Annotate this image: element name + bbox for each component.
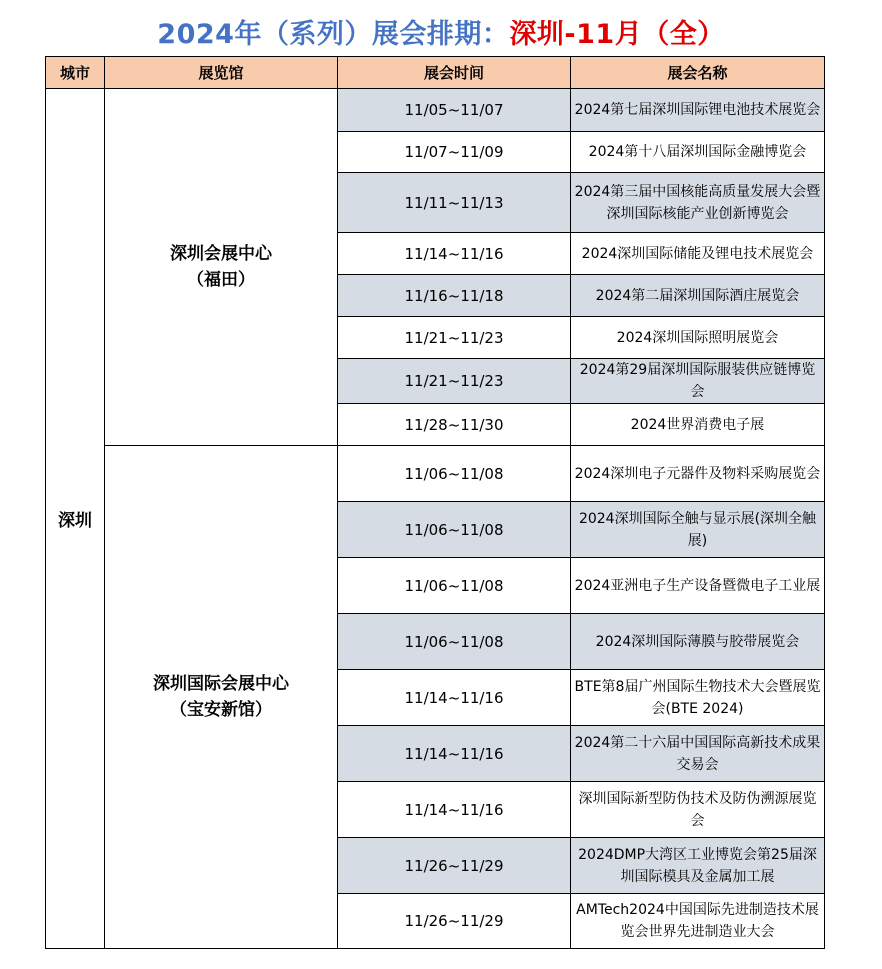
- event-date: 11/06~11/08: [338, 502, 571, 558]
- event-date: 11/06~11/08: [338, 446, 571, 502]
- venue-district: （宝安新馆）: [170, 700, 272, 720]
- table-row: [46, 446, 825, 502]
- event-name: 深圳国际新型防伪技术及防伪溯源展览会: [571, 782, 825, 838]
- event-date: 11/21~11/23: [338, 317, 571, 359]
- page-title: [0, 12, 882, 51]
- event-date: 11/11~11/13: [338, 173, 571, 233]
- event-name: 2024深圳国际照明展览会: [571, 317, 825, 359]
- venue-district: （福田）: [187, 270, 255, 290]
- venue-name: 深圳会展中心: [170, 244, 272, 264]
- event-name: 2024深圳国际薄膜与胶带展览会: [571, 614, 825, 670]
- event-date: 11/28~11/30: [338, 404, 571, 446]
- venue-cell-futian: [105, 89, 338, 446]
- event-date: 11/14~11/16: [338, 233, 571, 275]
- event-name: 2024第二十六届中国国际高新技术成果交易会: [571, 726, 825, 782]
- event-date: 11/14~11/16: [338, 726, 571, 782]
- event-date: 11/14~11/16: [338, 782, 571, 838]
- city-cell: 深圳: [46, 89, 105, 949]
- header-event-name: 展会名称: [571, 57, 825, 89]
- title-prefix: 2024年（系列）展会排期：: [157, 19, 510, 50]
- venue-name: 深圳国际会展中心: [153, 674, 289, 694]
- event-name: AMTech2024中国国际先进制造技术展览会世界先进制造业大会: [571, 894, 825, 949]
- event-name: 2024亚洲电子生产设备暨微电子工业展: [571, 558, 825, 614]
- event-date: 11/14~11/16: [338, 670, 571, 726]
- event-date: 11/06~11/08: [338, 558, 571, 614]
- header-row: [46, 57, 825, 89]
- header-city: 城市: [46, 57, 105, 89]
- event-name: 2024深圳国际储能及锂电技术展览会: [571, 233, 825, 275]
- event-date: 11/21~11/23: [338, 359, 571, 404]
- title-highlight: 深圳-11月（全）: [509, 19, 725, 50]
- event-name: 2024第十八届深圳国际金融博览会: [571, 132, 825, 173]
- schedule-table: [45, 56, 825, 949]
- header-date: 展会时间: [338, 57, 571, 89]
- event-name: BTE第8届广州国际生物技术大会暨展览会(BTE 2024): [571, 670, 825, 726]
- event-date: 11/05~11/07: [338, 89, 571, 132]
- event-date: 11/16~11/18: [338, 275, 571, 317]
- event-name: 2024第七届深圳国际锂电池技术展览会: [571, 89, 825, 132]
- header-venue: 展览馆: [105, 57, 338, 89]
- event-name: 2024深圳国际全触与显示展(深圳全触展): [571, 502, 825, 558]
- event-name: 2024第三届中国核能高质量发展大会暨深圳国际核能产业创新博览会: [571, 173, 825, 233]
- event-name: 2024世界消费电子展: [571, 404, 825, 446]
- event-name: 2024深圳电子元器件及物料采购展览会: [571, 446, 825, 502]
- event-name: 2024第二届深圳国际酒庄展览会: [571, 275, 825, 317]
- event-date: 11/07~11/09: [338, 132, 571, 173]
- event-name: 2024第29届深圳国际服装供应链博览会: [571, 359, 825, 404]
- event-name: 2024DMP大湾区工业博览会第25届深圳国际模具及金属加工展: [571, 838, 825, 894]
- event-date: 11/06~11/08: [338, 614, 571, 670]
- table-row: [46, 89, 825, 132]
- event-date: 11/26~11/29: [338, 838, 571, 894]
- event-date: 11/26~11/29: [338, 894, 571, 949]
- venue-cell-baoan: [105, 446, 338, 949]
